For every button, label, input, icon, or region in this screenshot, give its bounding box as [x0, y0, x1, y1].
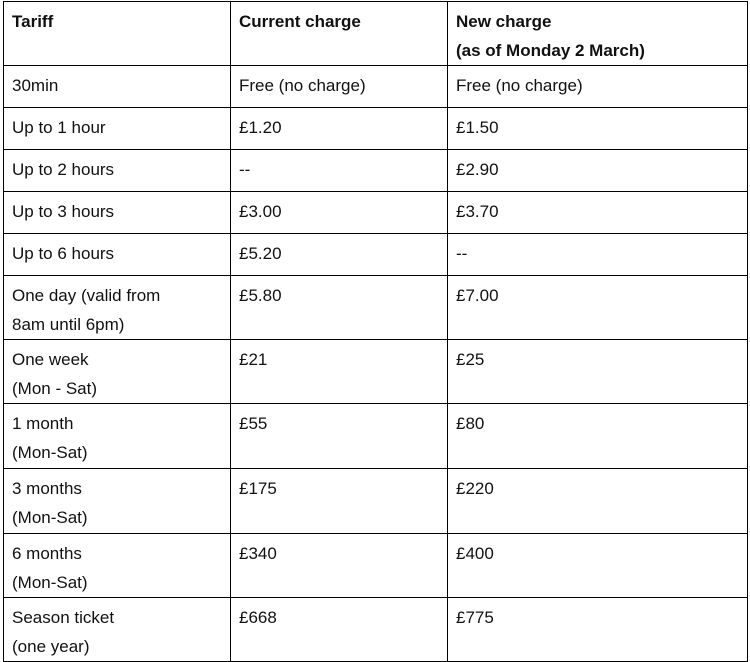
current-charge-cell: £5.80: [231, 276, 448, 340]
new-charge-cell: £80: [448, 404, 748, 469]
tariff-cell: Up to 2 hours: [4, 150, 231, 192]
tariff-cell: Season ticket (one year): [4, 598, 231, 662]
header-new-charge: New charge (as of Monday 2 March): [448, 2, 748, 66]
tariff-cell: Up to 6 hours: [4, 234, 231, 276]
table-row: [4, 108, 748, 150]
table-row: [4, 340, 748, 404]
new-charge-cell: £2.90: [448, 150, 748, 192]
table-row: [4, 598, 748, 662]
tariff-cell: Up to 3 hours: [4, 192, 231, 234]
table-row: [4, 276, 748, 340]
current-charge-cell: £668: [231, 598, 448, 662]
new-charge-cell: Free (no charge): [448, 66, 748, 108]
current-charge-cell: --: [231, 150, 448, 192]
table-row: [4, 66, 748, 108]
table-row: [4, 192, 748, 234]
new-charge-cell: --: [448, 234, 748, 276]
tariff-cell: 30min: [4, 66, 231, 108]
new-charge-cell: £775: [448, 598, 748, 662]
current-charge-cell: £55: [231, 404, 448, 469]
tariff-cell: 6 months (Mon-Sat): [4, 534, 231, 598]
table-header-row: [4, 2, 748, 66]
tariff-cell: One day (valid from 8am until 6pm): [4, 276, 231, 340]
header-current-charge: Current charge: [231, 2, 448, 66]
current-charge-cell: Free (no charge): [231, 66, 448, 108]
new-charge-cell: £400: [448, 534, 748, 598]
header-tariff: Tariff: [4, 2, 231, 66]
tariff-cell: 3 months (Mon-Sat): [4, 469, 231, 534]
new-charge-cell: £7.00: [448, 276, 748, 340]
current-charge-cell: £5.20: [231, 234, 448, 276]
tariff-cell: 1 month (Mon-Sat): [4, 404, 231, 469]
current-charge-cell: £1.20: [231, 108, 448, 150]
current-charge-cell: £3.00: [231, 192, 448, 234]
new-charge-cell: £220: [448, 469, 748, 534]
current-charge-cell: £175: [231, 469, 448, 534]
table-row: [4, 234, 748, 276]
current-charge-cell: £21: [231, 340, 448, 404]
new-charge-cell: £25: [448, 340, 748, 404]
tariff-cell: One week (Mon - Sat): [4, 340, 231, 404]
table-row: [4, 404, 748, 469]
tariff-table: [3, 1, 748, 662]
table-row: [4, 534, 748, 598]
new-charge-cell: £1.50: [448, 108, 748, 150]
tariff-cell: Up to 1 hour: [4, 108, 231, 150]
table-row: [4, 469, 748, 534]
table-row: [4, 150, 748, 192]
current-charge-cell: £340: [231, 534, 448, 598]
new-charge-cell: £3.70: [448, 192, 748, 234]
